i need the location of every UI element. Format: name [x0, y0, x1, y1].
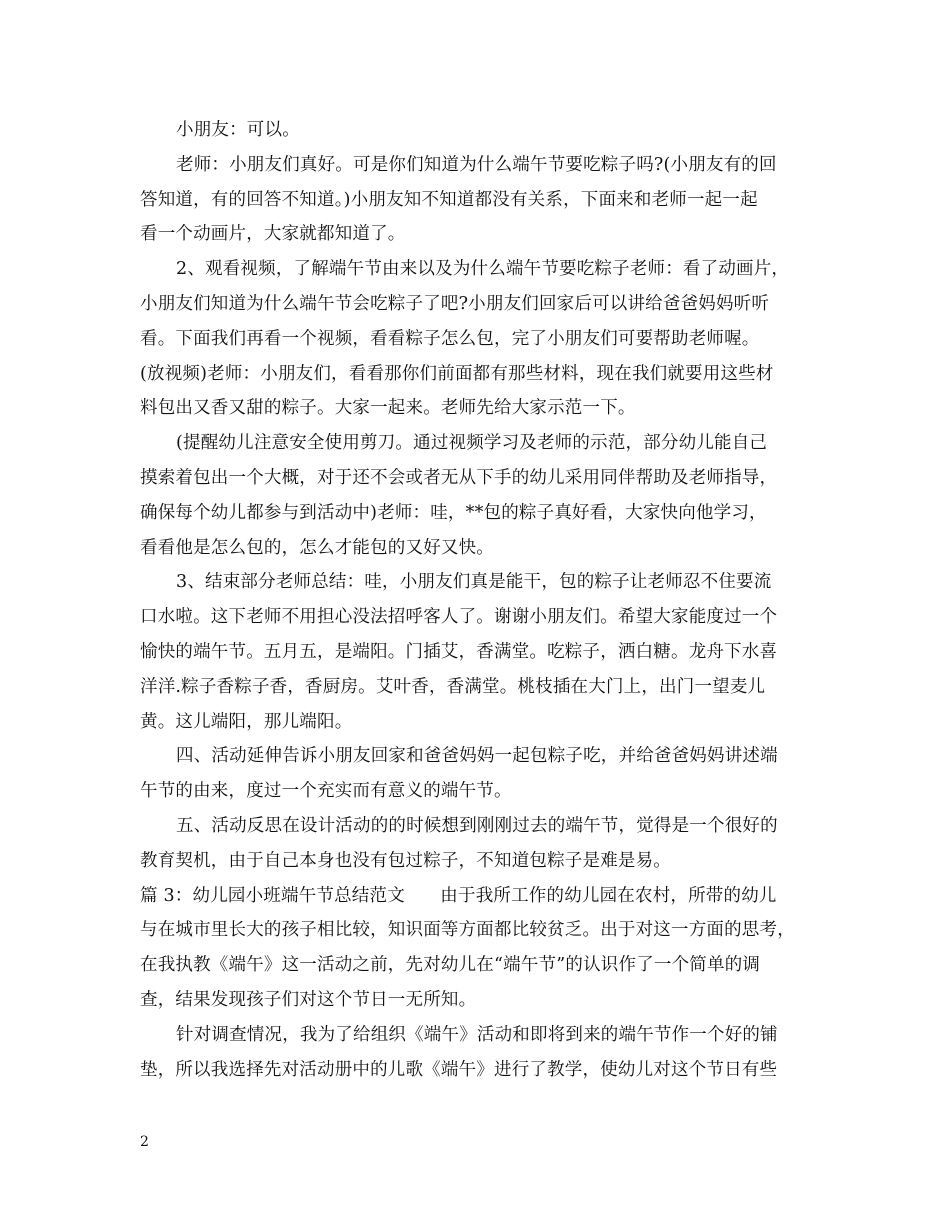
text-line: 看。下面我们再看一个视频，看看粽子怎么包，完了小朋友们可要帮助老师喔。 [140, 328, 760, 349]
text-line: 小朋友们知道为什么端午节会吃粽子了吧?小朋友们回家后可以讲给爸爸妈妈听听 [140, 293, 770, 314]
text-line: 垫，所以我选择先对活动册中的儿歌《端午》进行了教学，使幼儿对这个节日有些 [140, 1059, 778, 1080]
text-line: 口水啦。这下老师不用担心没法招呼客人了。谢谢小朋友们。希望大家能度过一个 [140, 607, 778, 628]
text-line: (放视频)老师：小朋友们，看看那你们前面都有那些材料，现在我们就要用这些材 [140, 363, 774, 384]
text-line: 四、活动延伸告诉小朋友回家和爸爸妈妈一起包粽子吃，并给爸爸妈妈讲述端 [176, 746, 778, 767]
text-line: 小朋友：可以。 [176, 120, 300, 140]
section-heading-line: 篇 3：幼儿园小班端午节总结范文 由于我所工作的幼儿园在农村，所带的幼儿 [140, 885, 777, 906]
page-number: 2 [140, 1134, 149, 1150]
text-line: 2、观看视频，了解端午节由来以及为什么端午节要吃粽子老师：看了动画片， [176, 259, 790, 280]
text-line: 愉快的端午节。五月五，是端阳。门插艾，香满堂。吃粽子，洒白糖。龙舟下水喜 [140, 641, 778, 662]
text-line: 看一个动画片，大家就都知道了。 [140, 224, 406, 245]
text-line: 摸索着包出一个大概，对于还不会或者无从下手的幼儿采用同伴帮助及老师指导， [140, 467, 778, 488]
text-line: 洋洋.粽子香粽子香，香厨房。艾叶香，香满堂。桃枝插在大门上，出门一望麦儿 [140, 676, 766, 697]
text-line: 黄。这儿端阳，那儿端阳。 [140, 711, 353, 732]
text-line: 与在城市里长大的孩子相比较，知识面等方面都比较贫乏。出于对这一方面的思考， [140, 920, 795, 941]
text-line: 3、结束部分老师总结：哇，小朋友们真是能干，包的粽子让老师忍不住要流 [176, 572, 772, 593]
text-line: 料包出又香又甜的粽子。大家一起来。老师先给大家示范一下。 [140, 398, 636, 419]
text-line: 查，结果发现孩子们对这个节日一无所知。 [140, 989, 477, 1010]
text-line: 答知道，有的回答不知道。)小朋友知不知道都没有关系，下面来和老师一起一起 [140, 189, 758, 210]
text-line: 老师：小朋友们真好。可是你们知道为什么端午节要吃粽子吗?(小朋友有的回 [176, 154, 777, 175]
text-line: 确保每个幼儿都参与到活动中)老师：哇，**包的粽子真好看，大家快向他学习， [140, 502, 767, 523]
text-line: 针对调查情况，我为了给组织《端午》活动和即将到来的端午节作一个好的铺 [176, 1024, 778, 1045]
text-line: 在我执教《端午》这一活动之前，先对幼儿在“端午节”的认识作了一个简单的调 [140, 955, 761, 976]
text-line: 教育契机，由于自己本身也没有包过粽子，不知道包粽子是难是易。 [140, 850, 671, 871]
text-line: 午节的由来，度过一个充实而有意义的端午节。 [140, 781, 512, 802]
document-body [140, 113, 830, 1087]
text-line: (提醒幼儿注意安全使用剪刀。通过视频学习及老师的示范，部分幼儿能自己 [176, 433, 768, 454]
text-line: 五、活动反思在设计活动的的时候想到刚刚过去的端午节，觉得是一个很好的 [176, 815, 778, 836]
text-line: 看看他是怎么包的，怎么才能包的又好又快。 [140, 537, 494, 558]
